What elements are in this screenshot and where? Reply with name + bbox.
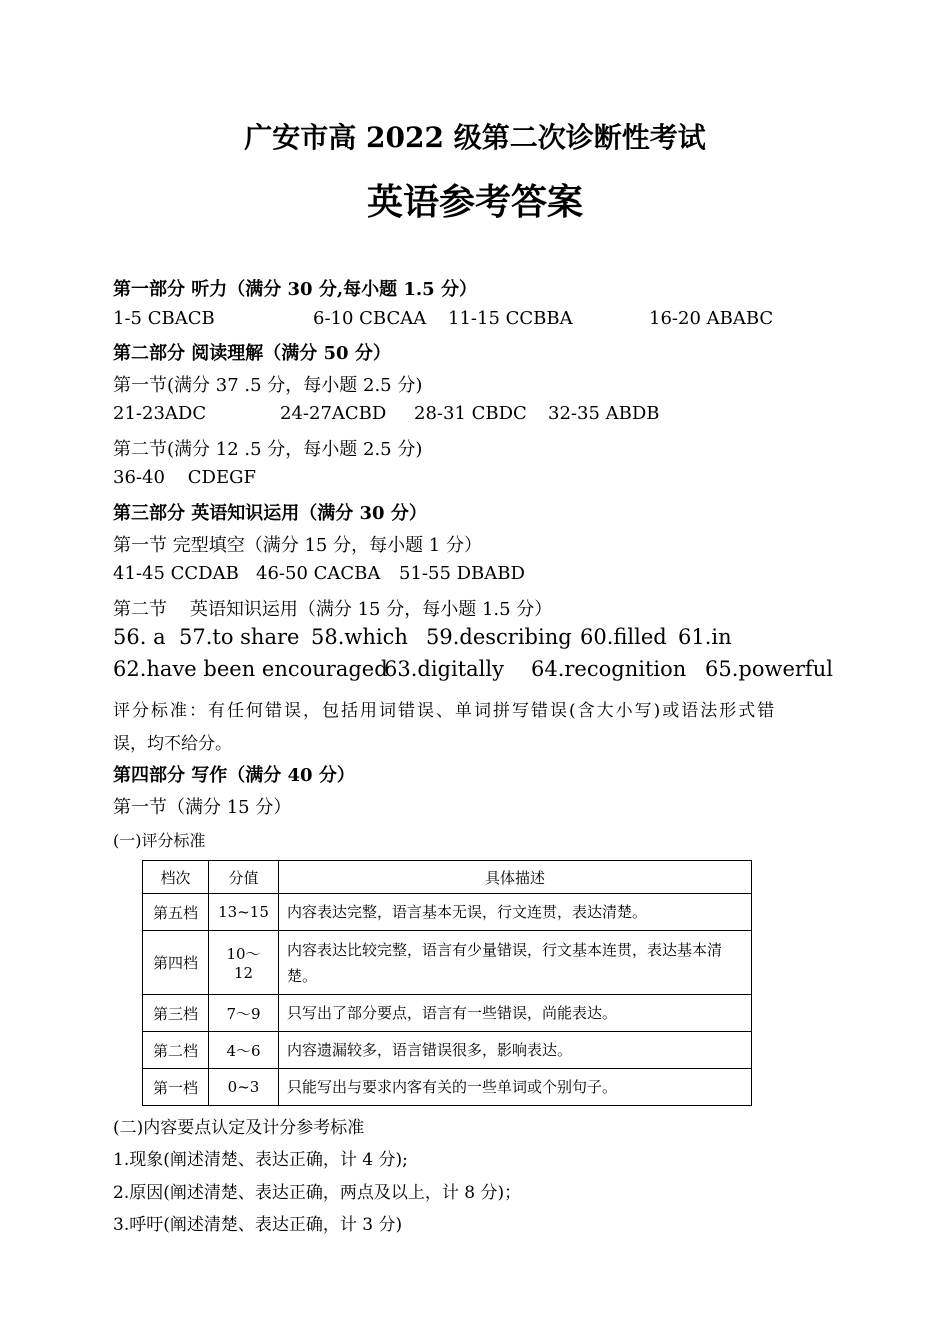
criteria-line-1: 评分标准：有任何错误，包括用词错误、单词拼写错误(含大小写)或语法形式错: [113, 701, 777, 721]
answer-51-55: 51-55 DBABD: [399, 563, 525, 584]
answer-41-45: 41-45 CCDAB: [113, 563, 239, 584]
part3-heading: 第三部分 英语知识运用（满分 30 分）: [113, 503, 427, 524]
content-point-1: 1.现象(阐述清楚、表达正确，计 4 分);: [113, 1150, 408, 1170]
part3-section2-heading: 第二节 英语知识运用（满分 15 分，每小题 1.5 分）: [113, 599, 553, 620]
level-cell: 第五档: [143, 894, 209, 931]
part3-section1-heading: 第一节 完型填空（满分 15 分，每小题 1 分）: [113, 535, 482, 556]
answer-59: 59.describing: [426, 625, 572, 649]
table-row: [143, 1032, 752, 1069]
content-points-heading: (二)内容要点认定及计分参考标准: [113, 1118, 365, 1138]
answer-61: 61.in: [678, 625, 732, 649]
score-cell: 4～6: [209, 1032, 279, 1069]
description-cell: 只能写出与要求内客有关的一些单词或个别句子。: [279, 1069, 752, 1106]
part2-section2-heading: 第二节(满分 12 .5 分，每小题 2.5 分): [113, 439, 423, 460]
table-row: [143, 1069, 752, 1106]
description-cell: 内容表达完整，语言基本无误，行文连贯，表达清楚。: [279, 894, 752, 931]
table-row: [143, 931, 752, 995]
answer-key-title: 英语参考答案: [366, 182, 583, 223]
part1-heading: 第一部分 听力（满分 30 分,每小题 1.5 分）: [113, 279, 477, 300]
answer-28-31: 28-31 CBDC: [414, 403, 527, 424]
score-cell: 13~15: [209, 894, 279, 931]
grading-criteria-heading: (一)评分标准: [113, 831, 206, 850]
score-cell: 0~3: [209, 1069, 279, 1106]
description-cell: 内容表达比较完整，语言有少量错误，行文基本连贯，表达基本清楚。: [279, 931, 752, 995]
answer-57: 57.to share: [179, 625, 300, 649]
description-cell: 只写出了部分要点，语言有一些错误，尚能表达。: [279, 995, 752, 1032]
description-cell: 内容遗漏较多，语言错误很多，影响表达。: [279, 1032, 752, 1069]
part4-section1-heading: 第一节（满分 15 分）: [113, 797, 292, 818]
score-cell: 7～9: [209, 995, 279, 1032]
content-point-2: 2.原因(阐述清楚、表达正确，两点及以上，计 8 分)；: [113, 1183, 522, 1203]
answer-6-10: 6-10 CBCAA: [313, 308, 427, 329]
exam-title: 广安市高 2022 级第二次诊断性考试: [244, 121, 706, 154]
level-cell: 第二档: [143, 1032, 209, 1069]
answer-64: 64.recognition: [531, 657, 687, 681]
answer-21-23: 21-23ADC: [113, 403, 207, 424]
answer-36-40: 36-40 CDEGF: [113, 467, 256, 488]
answer-60: 60.filled: [580, 625, 667, 649]
answer-1-5: 1-5 CBACB: [113, 308, 215, 329]
level-cell: 第三档: [143, 995, 209, 1032]
answer-63: 63.digitally: [384, 657, 504, 681]
part4-heading: 第四部分 写作（满分 40 分）: [113, 765, 355, 786]
answer-58: 58.which: [311, 625, 408, 649]
table-row: [143, 894, 752, 931]
column-header: 具体描述: [279, 861, 752, 894]
table-header-row: [143, 861, 752, 894]
answer-46-50: 46-50 CACBA: [256, 563, 381, 584]
score-cell: 10～12: [209, 931, 279, 995]
answer-56: 56. a: [113, 625, 166, 649]
content-point-3: 3.呼吁(阐述清楚、表达正确，计 3 分): [113, 1215, 403, 1235]
answer-11-15: 11-15 CCBBA: [448, 308, 573, 329]
table-row: [143, 995, 752, 1032]
level-cell: 第一档: [143, 1069, 209, 1106]
answer-32-35: 32-35 ABDB: [548, 403, 660, 424]
answer-16-20: 16-20 ABABC: [649, 308, 774, 329]
level-cell: 第四档: [143, 931, 209, 995]
answer-24-27: 24-27ACBD: [280, 403, 387, 424]
column-header: 分值: [209, 861, 279, 894]
criteria-line-2: 误，均不给分。: [113, 734, 232, 754]
part2-section1-heading: 第一节(满分 37 .5 分，每小题 2.5 分): [113, 375, 423, 396]
answer-65: 65.powerful: [705, 657, 833, 681]
part2-heading: 第二部分 阅读理解（满分 50 分）: [113, 343, 391, 364]
column-header: 档次: [143, 861, 209, 894]
answer-62: 62.have been encouraged: [113, 657, 388, 681]
grading-table: [142, 860, 752, 1106]
